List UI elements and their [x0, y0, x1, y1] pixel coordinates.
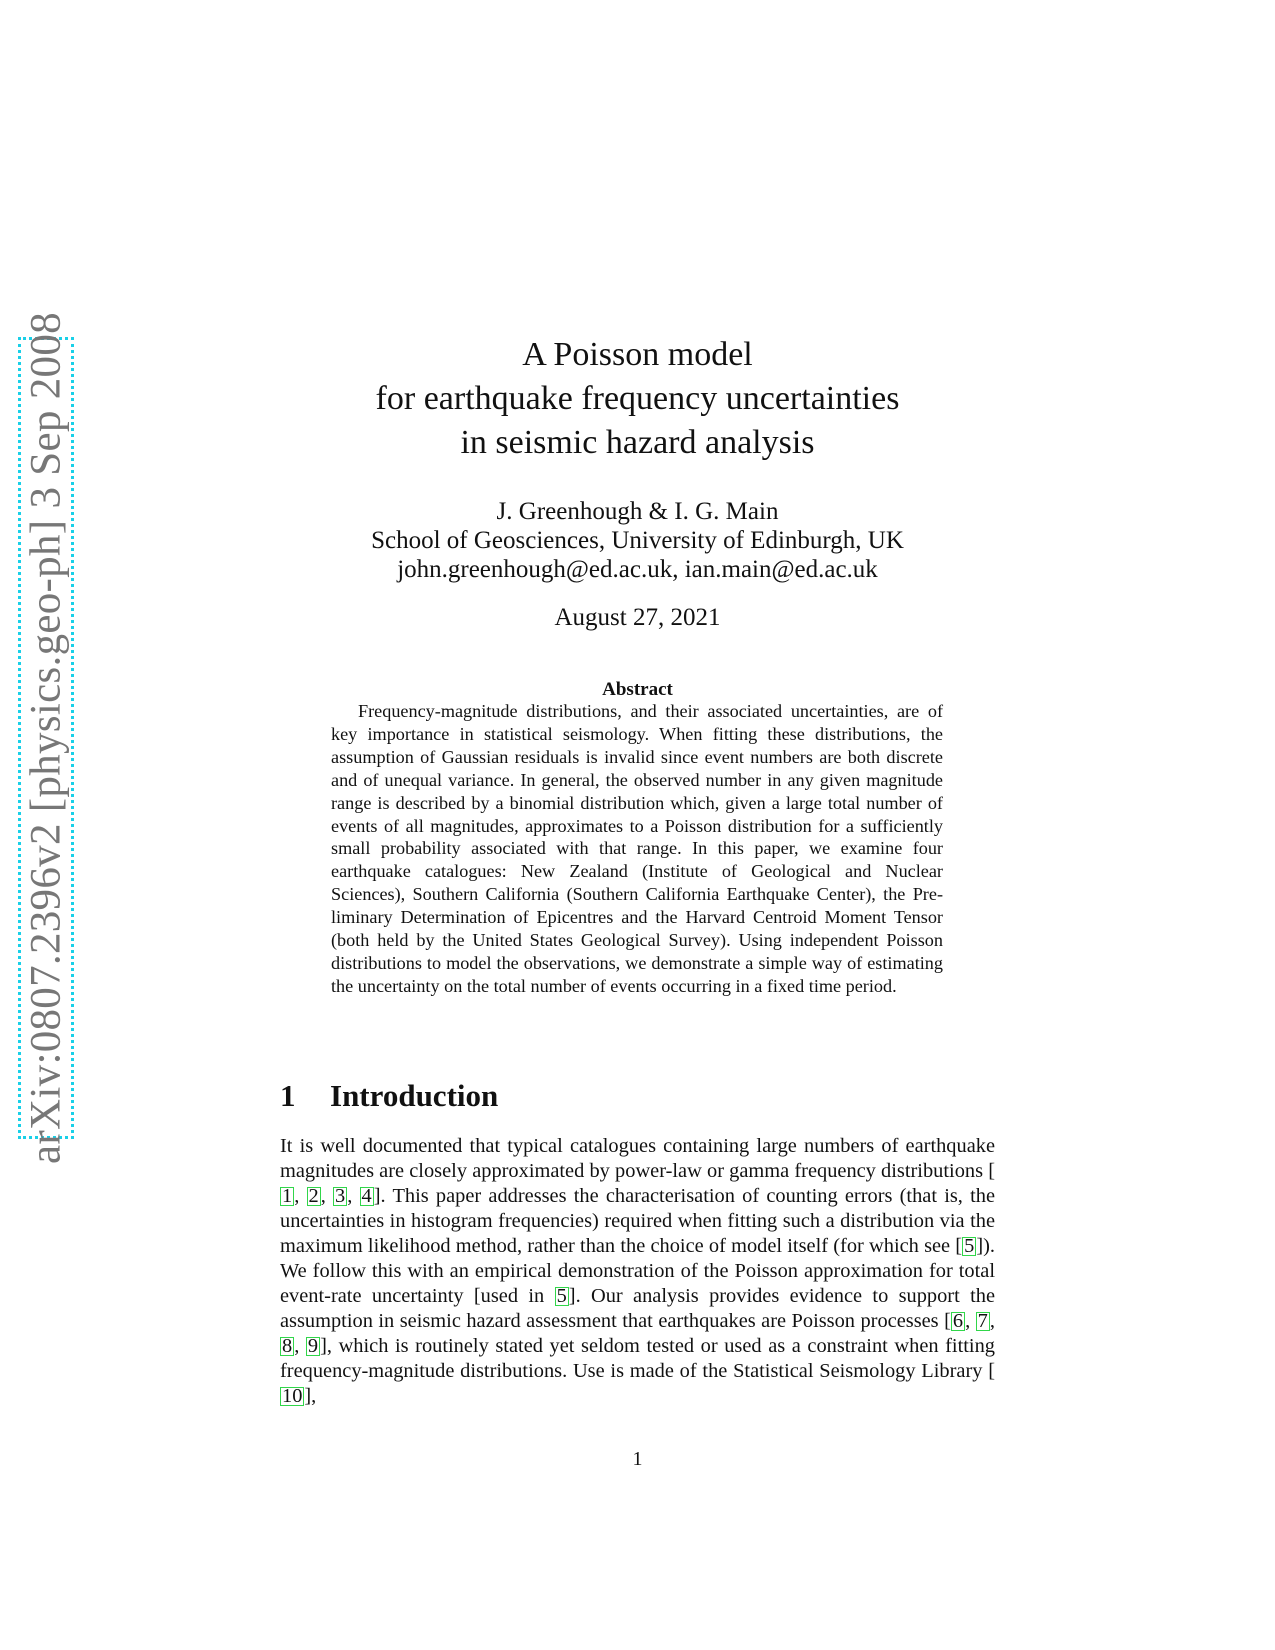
intro-text: ], — [304, 1385, 317, 1407]
introduction-paragraph: It is well documented that typical catalogues containing large numbers of earthquake magnitudes are closely approximated by power-law or gamma frequency distributions [1, 2, 3, 4]. This paper addresses the characterisation of counting errors (that is, the uncertainties in histogram frequencies) required when fitting such a distribution via the maximum likelihood method, rather than the choice of model itself (for which see [5]). We follow this with an empirical demonstration of the Poisson approximation for total event-rate uncertainty [used in 5]. Our analysis provides evidence to support the assumption in seismic hazard assessment that earthquakes are Poisson processes [6, 7, 8, 9], which is routinely stated yet seldom tested or used as a constraint when fitting frequency-magnitude distributions. Use is made of the Statistical Seismology Library [10], — [280, 1135, 996, 1407]
citation-link[interactable]: 3 — [335, 1185, 346, 1207]
section-title: Introduction — [330, 1078, 499, 1113]
intro-text: It is well documented that typical catalogues containing large numbers of earthquake magnitudes are closely approximated by power-law or gamma frequency distributions [ — [280, 1135, 995, 1182]
citation-link[interactable]: 5 — [556, 1285, 567, 1307]
citation-link[interactable]: 7 — [977, 1310, 988, 1332]
title-line-3: in seismic hazard analysis — [460, 424, 815, 461]
citation-link[interactable]: 8 — [282, 1335, 293, 1357]
page-number: 1 — [632, 1448, 643, 1470]
intro-text: ]. Our analysis provides evidence to support the assumption in seismic hazard assessment that earthquakes are Poisson processes [ — [280, 1285, 996, 1332]
section-number: 1 — [280, 1078, 296, 1113]
citation-link[interactable]: 4 — [361, 1185, 372, 1207]
citation-link[interactable]: 10 — [282, 1385, 303, 1407]
intro-text: ]. This paper addresses the characterisation of counting errors (that is, the uncertainties in histogram frequencies) required when fitting such a distribution via the maximum likelihood method, rather than the choice of model itself (for which see [ — [280, 1185, 996, 1257]
author-emails: john.greenhough@ed.ac.uk, ian.main@ed.ac.uk — [397, 556, 878, 583]
citation-link[interactable]: 9 — [307, 1335, 319, 1357]
abstract-body: Frequency-magnitude distributions, and their associated uncertainties, are of key importance in statistical seismology. When fitting these distributions, the assumption of Gaussian residuals is invalid since event numbers are both discrete and of unequal variance. In general, the observed number in any given magnitude range is described by a binomial distribution which, given a large total number of events of all magnitudes, approximates to a Poisson distribution for a sufficiently small probability associated with that range. In this paper, we examine four earthquake catalogues: New Zealand (Institute of Geological and Nuclear Sciences), Southern California (Southern California Earthquake Center), the Preliminary Determination of Epicentres and the Harvard Centroid Moment Tensor (both held by the United States Geological Survey). Using independent Poisson distributions to model the observations, we demonstrate a simple way of estimating the uncertainty on the total number of events occurring in a fixed time period. — [331, 701, 943, 996]
arxiv-identifier-stamp[interactable] — [18, 312, 74, 1164]
arxiv-identifier-text: arXiv:0807.2396v2 [physics.geo-ph] 3 Sep 2008 — [22, 312, 70, 1164]
paper-title — [280, 333, 995, 465]
abstract-heading: Abstract — [602, 679, 673, 700]
citation-link[interactable]: 2 — [308, 1185, 319, 1207]
intro-text: ], which is routinely stated yet seldom tested or used as a constraint when fitting frequency-magnitude distributions. Use is made of the Statistical Seismology Library [ — [280, 1335, 995, 1382]
title-line-1: A Poisson model — [522, 336, 753, 373]
section-heading — [280, 1078, 498, 1114]
citation-link[interactable]: 5 — [964, 1235, 975, 1257]
affiliation: School of Geosciences, University of Edinburgh, UK — [371, 527, 904, 554]
authors: J. Greenhough & I. G. Main — [496, 498, 779, 525]
author-block — [280, 497, 995, 584]
citation-link[interactable]: 1 — [282, 1185, 293, 1207]
title-line-2: for earthquake frequency uncertainties — [375, 380, 900, 417]
citation-link[interactable]: 6 — [952, 1310, 964, 1332]
intro-text: ]). We follow this with an empirical demonstration of the Poisson approximation for total event-rate uncertainty [used in — [280, 1235, 995, 1307]
paper-date: August 27, 2021 — [554, 604, 721, 631]
